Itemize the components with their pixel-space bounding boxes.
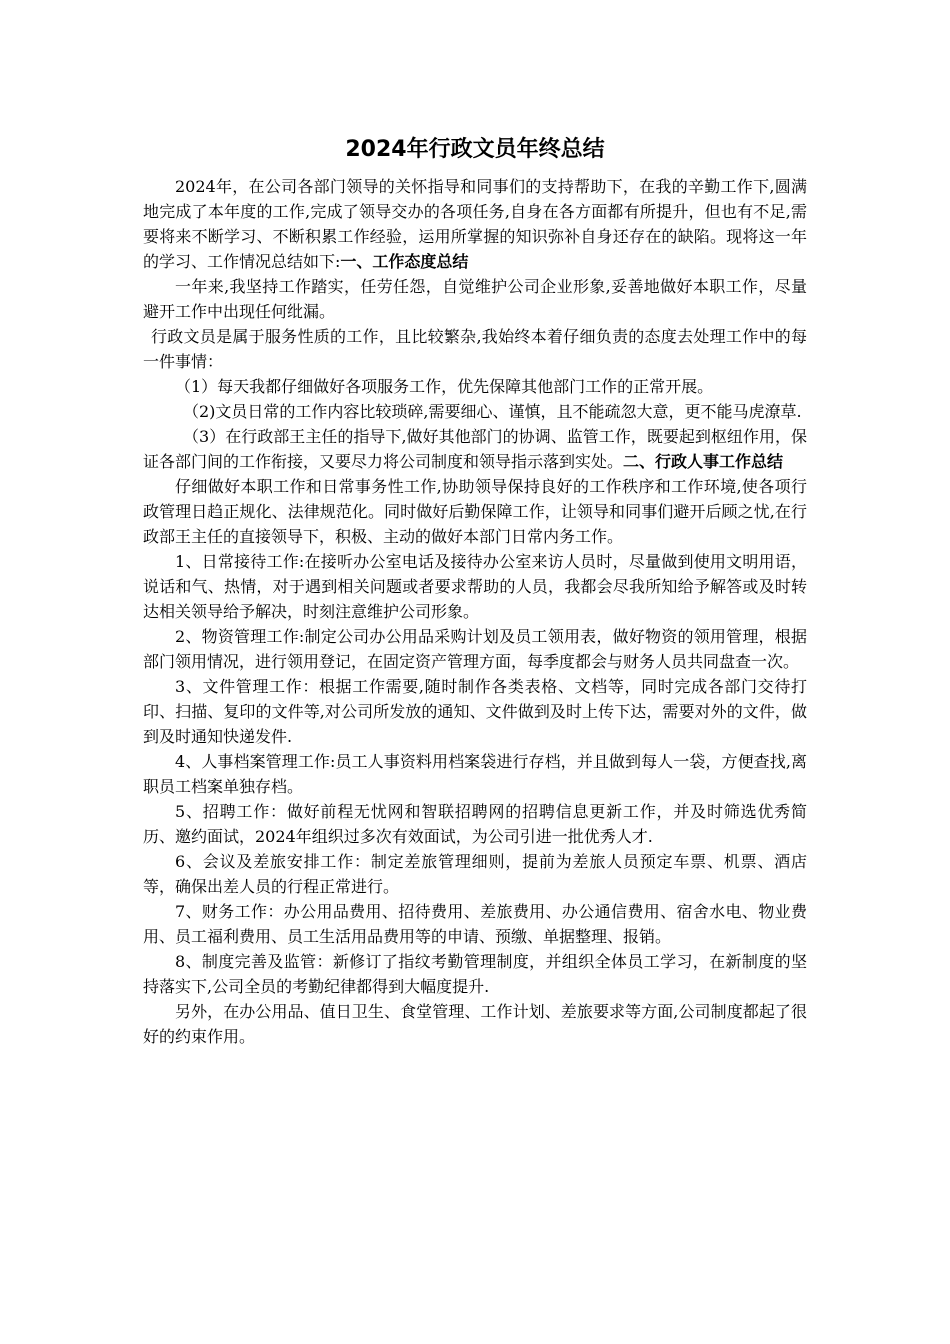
section-heading-2: 二、行政人事工作总结 xyxy=(623,452,784,471)
list-item: 1、日常接待工作:在接听办公室电话及接待办公室来访人员时，尽量做到使用文明用语，说话和气、热情，对于遇到相关问题或者要求帮助的人员，我都会尽我所知给予解答或及时转达相关领导给予解决，时刻注意维护公司形象。 xyxy=(143,552,807,621)
document-title: 2024年行政文员年终总结 xyxy=(345,137,605,162)
list-item: 8、制度完善及监管：新修订了指纹考勤管理制度，并组织全体员工学习，在新制度的坚持落实下,公司全员的考勤纪律都得到大幅度提升. xyxy=(143,952,807,996)
paragraph: 仔细做好本职工作和日常事务性工作,协助领导保持良好的工作秩序和工作环境,使各项行政管理日趋正规化、法律规范化。同时做好后勤保障工作，让领导和同事们避开后顾之忧,在行政部王主任的直接领导下，积极、主动的做好本部门日常内务工作。 xyxy=(143,477,807,546)
intro-text: 2024年，在公司各部门领导的关怀指导和同事们的支持帮助下，在我的辛勤工作下,圆满地完成了本年度的工作,完成了领导交办的各项任务,自身在各方面都有所提升，但也有不足,需要将来不断学习、不断积累工作经验，运用所掌握的知识弥补自身还存在的缺陷。现将这一年的学习、工作情况总结如下: xyxy=(143,177,807,271)
paragraph: （1）每天我都仔细做好各项服务工作，优先保障其他部门工作的正常开展。 xyxy=(175,377,714,396)
list-item: 7、财务工作：办公用品费用、招待费用、差旅费用、办公通信费用、宿舍水电、物业费用、员工福利费用、员工生活用品费用等的申请、预缴、单据整理、报销。 xyxy=(143,902,807,946)
section-heading-1: 一、工作态度总结 xyxy=(340,252,469,271)
paragraph: 一年来,我坚持工作踏实，任劳任怨，自觉维护公司企业形象,妥善地做好本职工作，尽量避开工作中出现任何纰漏。 xyxy=(143,277,807,321)
paragraph-intro xyxy=(143,174,807,274)
document-body xyxy=(143,174,807,1049)
paragraph-text: （3）在行政部王主任的指导下,做好其他部门的协调、监管工作，既要起到枢纽作用，保证各部门间的工作衔接，又要尽力将公司制度和领导指示落到实处。 xyxy=(143,427,807,471)
paragraph: 行政文员是属于服务性质的工作，且比较繁杂,我始终本着仔细负责的态度去处理工作中的每一件事情： xyxy=(143,327,807,371)
paragraph: 另外，在办公用品、值日卫生、食堂管理、工作计划、差旅要求等方面,公司制度都起了很好的约束作用。 xyxy=(143,1002,807,1046)
paragraph: （2)文员日常的工作内容比较琐碎,需要细心、谨慎，且不能疏忽大意，更不能马虎潦草. xyxy=(183,402,802,421)
list-item: 6、会议及差旅安排工作：制定差旅管理细则，提前为差旅人员预定车票、机票、酒店等，确保出差人员的行程正常进行。 xyxy=(143,852,807,896)
paragraph xyxy=(143,424,807,474)
list-item: 5、招聘工作：做好前程无忧网和智联招聘网的招聘信息更新工作，并及时筛选优秀简历、邀约面试，2024年组织过多次有效面试，为公司引进一批优秀人才. xyxy=(143,802,807,846)
list-item: 4、人事档案管理工作:员工人事资料用档案袋进行存档，并且做到每人一袋，方便查找,离职员工档案单独存档。 xyxy=(143,752,807,796)
list-item: 2、物资管理工作:制定公司办公用品采购计划及员工领用表，做好物资的领用管理，根据部门领用情况，进行领用登记，在固定资产管理方面，每季度都会与财务人员共同盘查一次。 xyxy=(143,627,807,671)
list-item: 3、文件管理工作：根据工作需要,随时制作各类表格、文档等，同时完成各部门交待打印、扫描、复印的文件等,对公司所发放的通知、文件做到及时上传下达，需要对外的文件，做到及时通知快递发件. xyxy=(143,677,807,746)
